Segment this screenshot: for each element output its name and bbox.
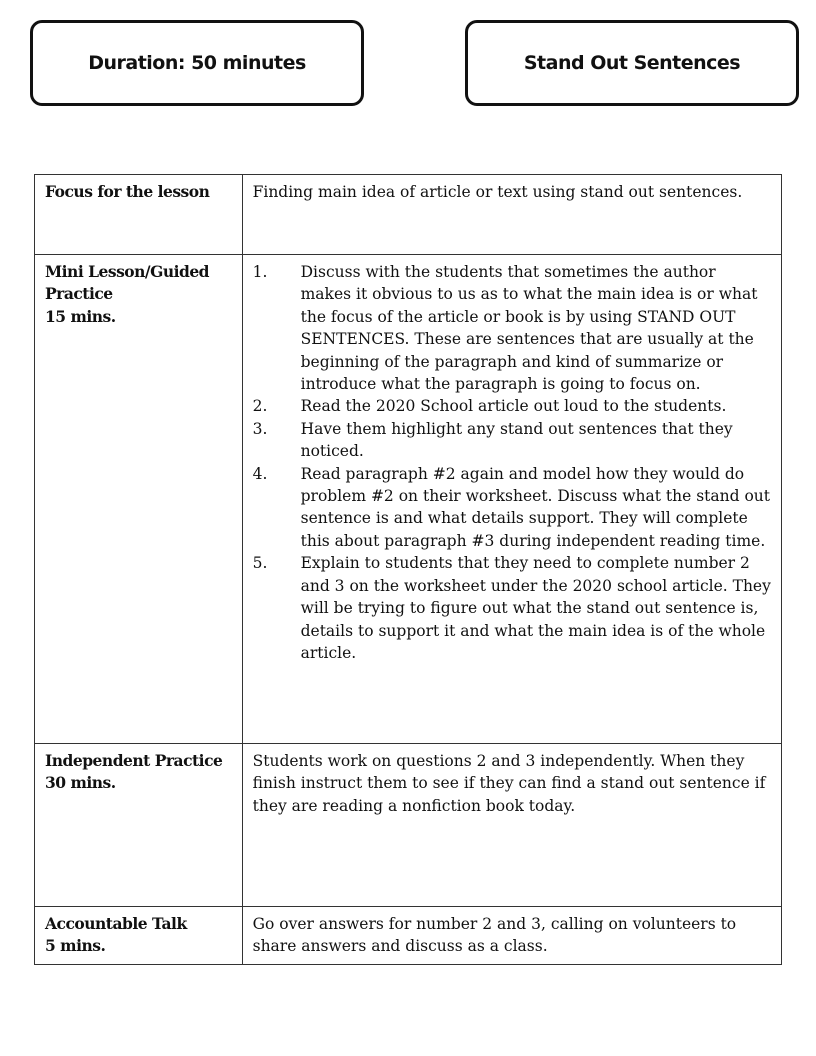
table-row-focus xyxy=(35,175,782,255)
independent-label-cell xyxy=(35,744,243,907)
independent-label: Independent Practice xyxy=(45,751,223,770)
independent-content-cell xyxy=(242,744,781,907)
mini-lesson-label-cell xyxy=(35,255,243,744)
list-item xyxy=(253,418,771,463)
table-row-mini-lesson xyxy=(35,255,782,744)
table-row-independent-practice xyxy=(35,744,782,907)
step-text: Read paragraph #2 again and model how they would do problem #2 on their worksheet. Discuss what the stand out sentence is and what details support. They will complete this about paragraph #3 during independent reading time. xyxy=(300,464,771,550)
table-row-accountable-talk xyxy=(35,907,782,965)
accountable-label-cell xyxy=(35,907,243,965)
lesson-title-box xyxy=(465,20,799,106)
focus-label-cell xyxy=(35,175,243,255)
step-text: Discuss with the students that sometimes the author makes it obvious to us as to what the main idea is or what the focus of the article or book is by using STAND OUT SENTENCES. These are sentences that are usually at the beginning of the paragraph and kind of summarize or introduce what the paragraph is going to focus on. xyxy=(300,263,758,394)
step-text: Read the 2020 School article out loud to the students. xyxy=(300,397,727,416)
mini-lesson-label-line-2: Practice xyxy=(45,284,113,304)
list-item xyxy=(253,261,771,395)
list-item xyxy=(253,395,771,417)
step-number: 2. xyxy=(252,397,268,416)
accountable-duration: 5 mins. xyxy=(45,936,106,956)
accountable-content-cell xyxy=(242,907,781,965)
lesson-title: Stand Out Sentences xyxy=(523,52,741,74)
focus-label: Focus for the lesson xyxy=(45,182,210,201)
duration-box xyxy=(30,20,364,106)
focus-content-cell xyxy=(242,175,781,255)
step-text: Have them highlight any stand out sentences that they noticed. xyxy=(300,419,733,461)
list-item xyxy=(253,552,771,664)
focus-text: Finding main idea of article or text using stand out sentences. xyxy=(252,183,743,201)
mini-lesson-content-cell xyxy=(242,255,781,744)
list-item xyxy=(253,463,771,553)
accountable-label: Accountable Talk xyxy=(45,914,187,933)
step-text: Explain to students that they need to complete number 2 and 3 on the worksheet under the 2020 school article. They will be trying to figure out what the stand out sentence is, details to support it and what the main idea is of the whole article. xyxy=(300,554,771,662)
duration-label: Duration: 50 minutes xyxy=(88,52,306,74)
lesson-plan-table xyxy=(34,174,782,965)
step-number: 5. xyxy=(252,554,268,573)
mini-lesson-steps xyxy=(253,261,771,664)
step-number: 3. xyxy=(252,419,268,438)
step-number: 4. xyxy=(252,464,268,483)
mini-lesson-duration: 15 mins. xyxy=(45,306,116,326)
accountable-text: Go over answers for number 2 and 3, calling on volunteers to share answers and discuss as a class. xyxy=(252,915,737,956)
step-number: 1. xyxy=(252,263,268,281)
independent-text: Students work on questions 2 and 3 independently. When they finish instruct them to see if they can find a stand out sentence if they are reading a nonfiction book today. xyxy=(252,752,766,815)
mini-lesson-label-line-1: Mini Lesson/Guided xyxy=(45,262,210,281)
independent-duration: 30 mins. xyxy=(45,773,116,793)
